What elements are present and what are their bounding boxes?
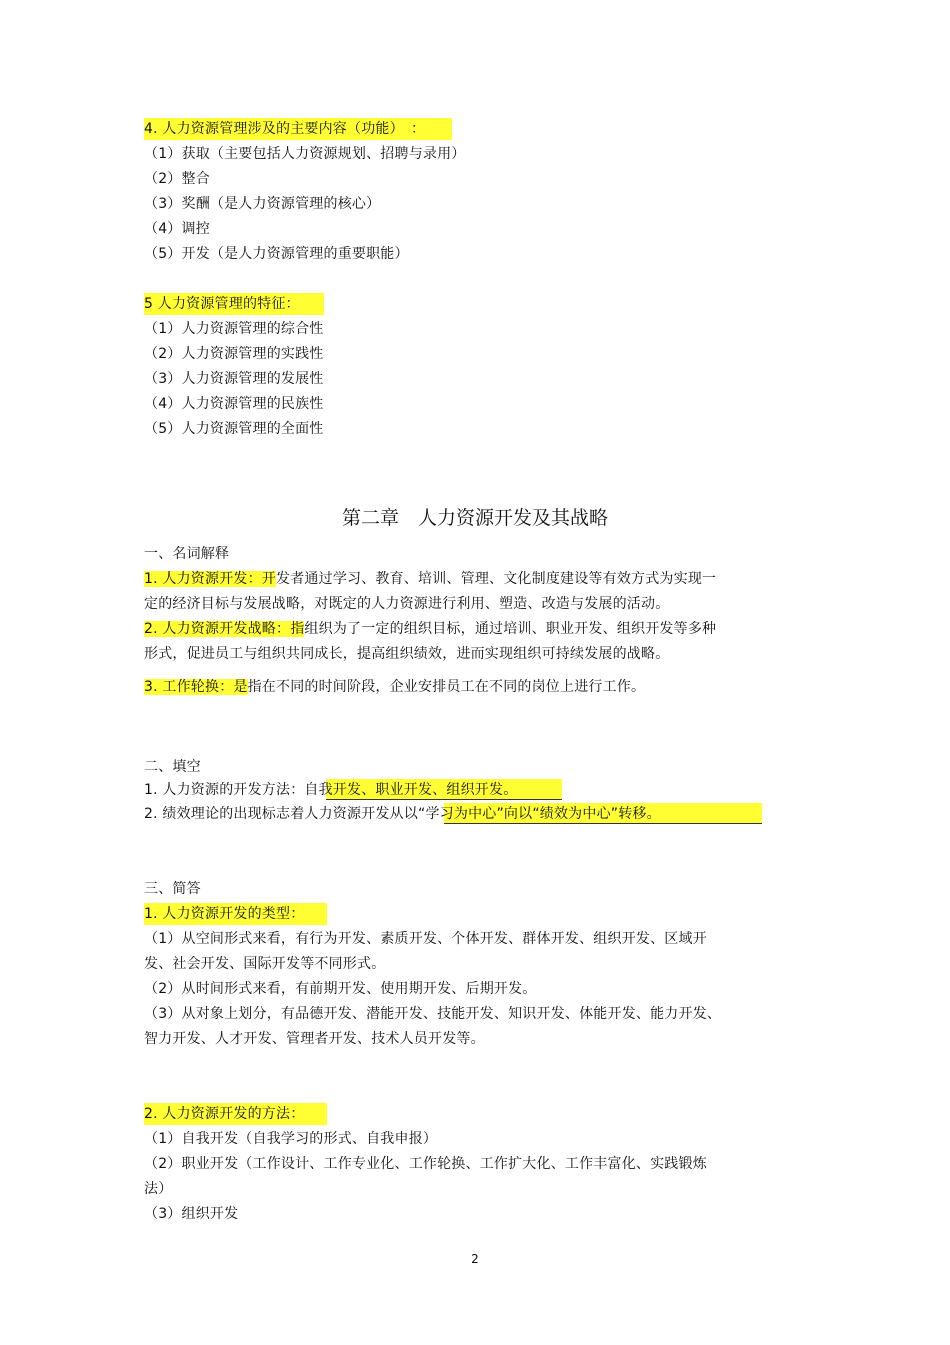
list-item: （5）开发（是人力资源管理的重要职能） <box>144 246 409 262</box>
answer-line: （2）从时间形式来看，有前期开发、使用期开发、后期开发。 <box>144 981 537 997</box>
answer-line: 法） <box>144 1181 173 1197</box>
list-item: （3）人力资源管理的发展性 <box>144 371 324 387</box>
definition-text: 组织为了一定的组织目标，通过培训、职业开发、组织开发等多种 <box>304 621 717 637</box>
part-2-heading: 二、填空 <box>144 759 201 775</box>
definition-1 <box>144 568 716 590</box>
chapter-title: 第二章 人力资源开发及其战略 <box>341 507 608 529</box>
question-2-heading: 2. 人力资源开发的方法： <box>144 1106 305 1122</box>
definition-text: 指在不同的时间阶段，企业安排员工在不同的岗位上进行工作。 <box>247 679 646 695</box>
fill-blank-2 <box>144 803 661 825</box>
section-5-heading: 5 人力资源管理的特征： <box>144 296 300 312</box>
definition-term: 1. 人力资源开发：开 <box>144 571 277 587</box>
list-item: （5）人力资源管理的全面性 <box>144 421 324 437</box>
question-1-heading: 1. 人力资源开发的类型： <box>144 906 305 922</box>
fill-prefix: 2. 绩效理论的出现标志着人力资源开发从以“ <box>144 806 426 822</box>
list-item: （1）人力资源管理的综合性 <box>144 321 324 337</box>
answer-line: （3）从对象上划分，有品德开发、潜能开发、技能开发、知识开发、体能开发、能力开发、 <box>144 1006 722 1022</box>
fill-blank-1 <box>144 779 517 801</box>
answer-line: （2）职业开发（工作设计、工作专业化、工作轮换、工作扩大化、工作丰富化、实践锻炼 <box>144 1156 707 1172</box>
definition-text: 发者通过学习、教育、培训、管理、文化制度建设等有效方式为实现一 <box>276 571 717 587</box>
definition-term: 3. 工作轮换：是 <box>144 679 248 695</box>
answer-line: 智力开发、人才开发、管理者开发、技术人员开发等。 <box>144 1031 485 1047</box>
list-item: （3）奖酬（是人力资源管理的核心） <box>144 196 381 212</box>
answer-line: （1）从空间形式来看，有行为开发、素质开发、个体开发、群体开发、组织开发、区域开 <box>144 931 707 947</box>
page-number: 2 <box>471 1252 479 1266</box>
part-3-heading: 三、简答 <box>144 881 201 897</box>
list-item: （4）人力资源管理的民族性 <box>144 396 324 412</box>
list-item: （4）调控 <box>144 221 210 237</box>
definition-term: 2. 人力资源开发战略：指 <box>144 621 305 637</box>
section-4-heading: 4. 人力资源管理涉及的主要内容（功能） ： <box>144 121 426 137</box>
list-item: （1）获取（主要包括人力资源规划、招聘与录用） <box>144 146 466 162</box>
answer-line: （3）组织开发 <box>144 1206 239 1222</box>
definition-3 <box>144 676 645 698</box>
fill-answer: 学习为中心”向以“绩效为中心”转移。 <box>425 806 661 822</box>
list-item: （2）整合 <box>144 171 210 187</box>
fill-prefix: 1. 人力资源的开发方法：自 <box>144 782 319 798</box>
list-item: （2）人力资源管理的实践性 <box>144 346 324 362</box>
definition-1-cont: 定的经济目标与发展战略，对既定的人力资源进行利用、塑造、改造与发展的活动。 <box>144 596 670 612</box>
answer-line: 发、社会开发、国际开发等不同形式。 <box>144 956 386 972</box>
fill-answer: 我开发、职业开发、组织开发。 <box>318 782 518 798</box>
definition-2-cont: 形式，促进员工与组织共同成长，提高组织绩效，进而实现组织可持续发展的战略。 <box>144 646 670 662</box>
part-1-heading: 一、名词解释 <box>144 546 230 562</box>
definition-2 <box>144 618 716 640</box>
answer-line: （1）自我开发（自我学习的形式、自我申报） <box>144 1131 438 1147</box>
